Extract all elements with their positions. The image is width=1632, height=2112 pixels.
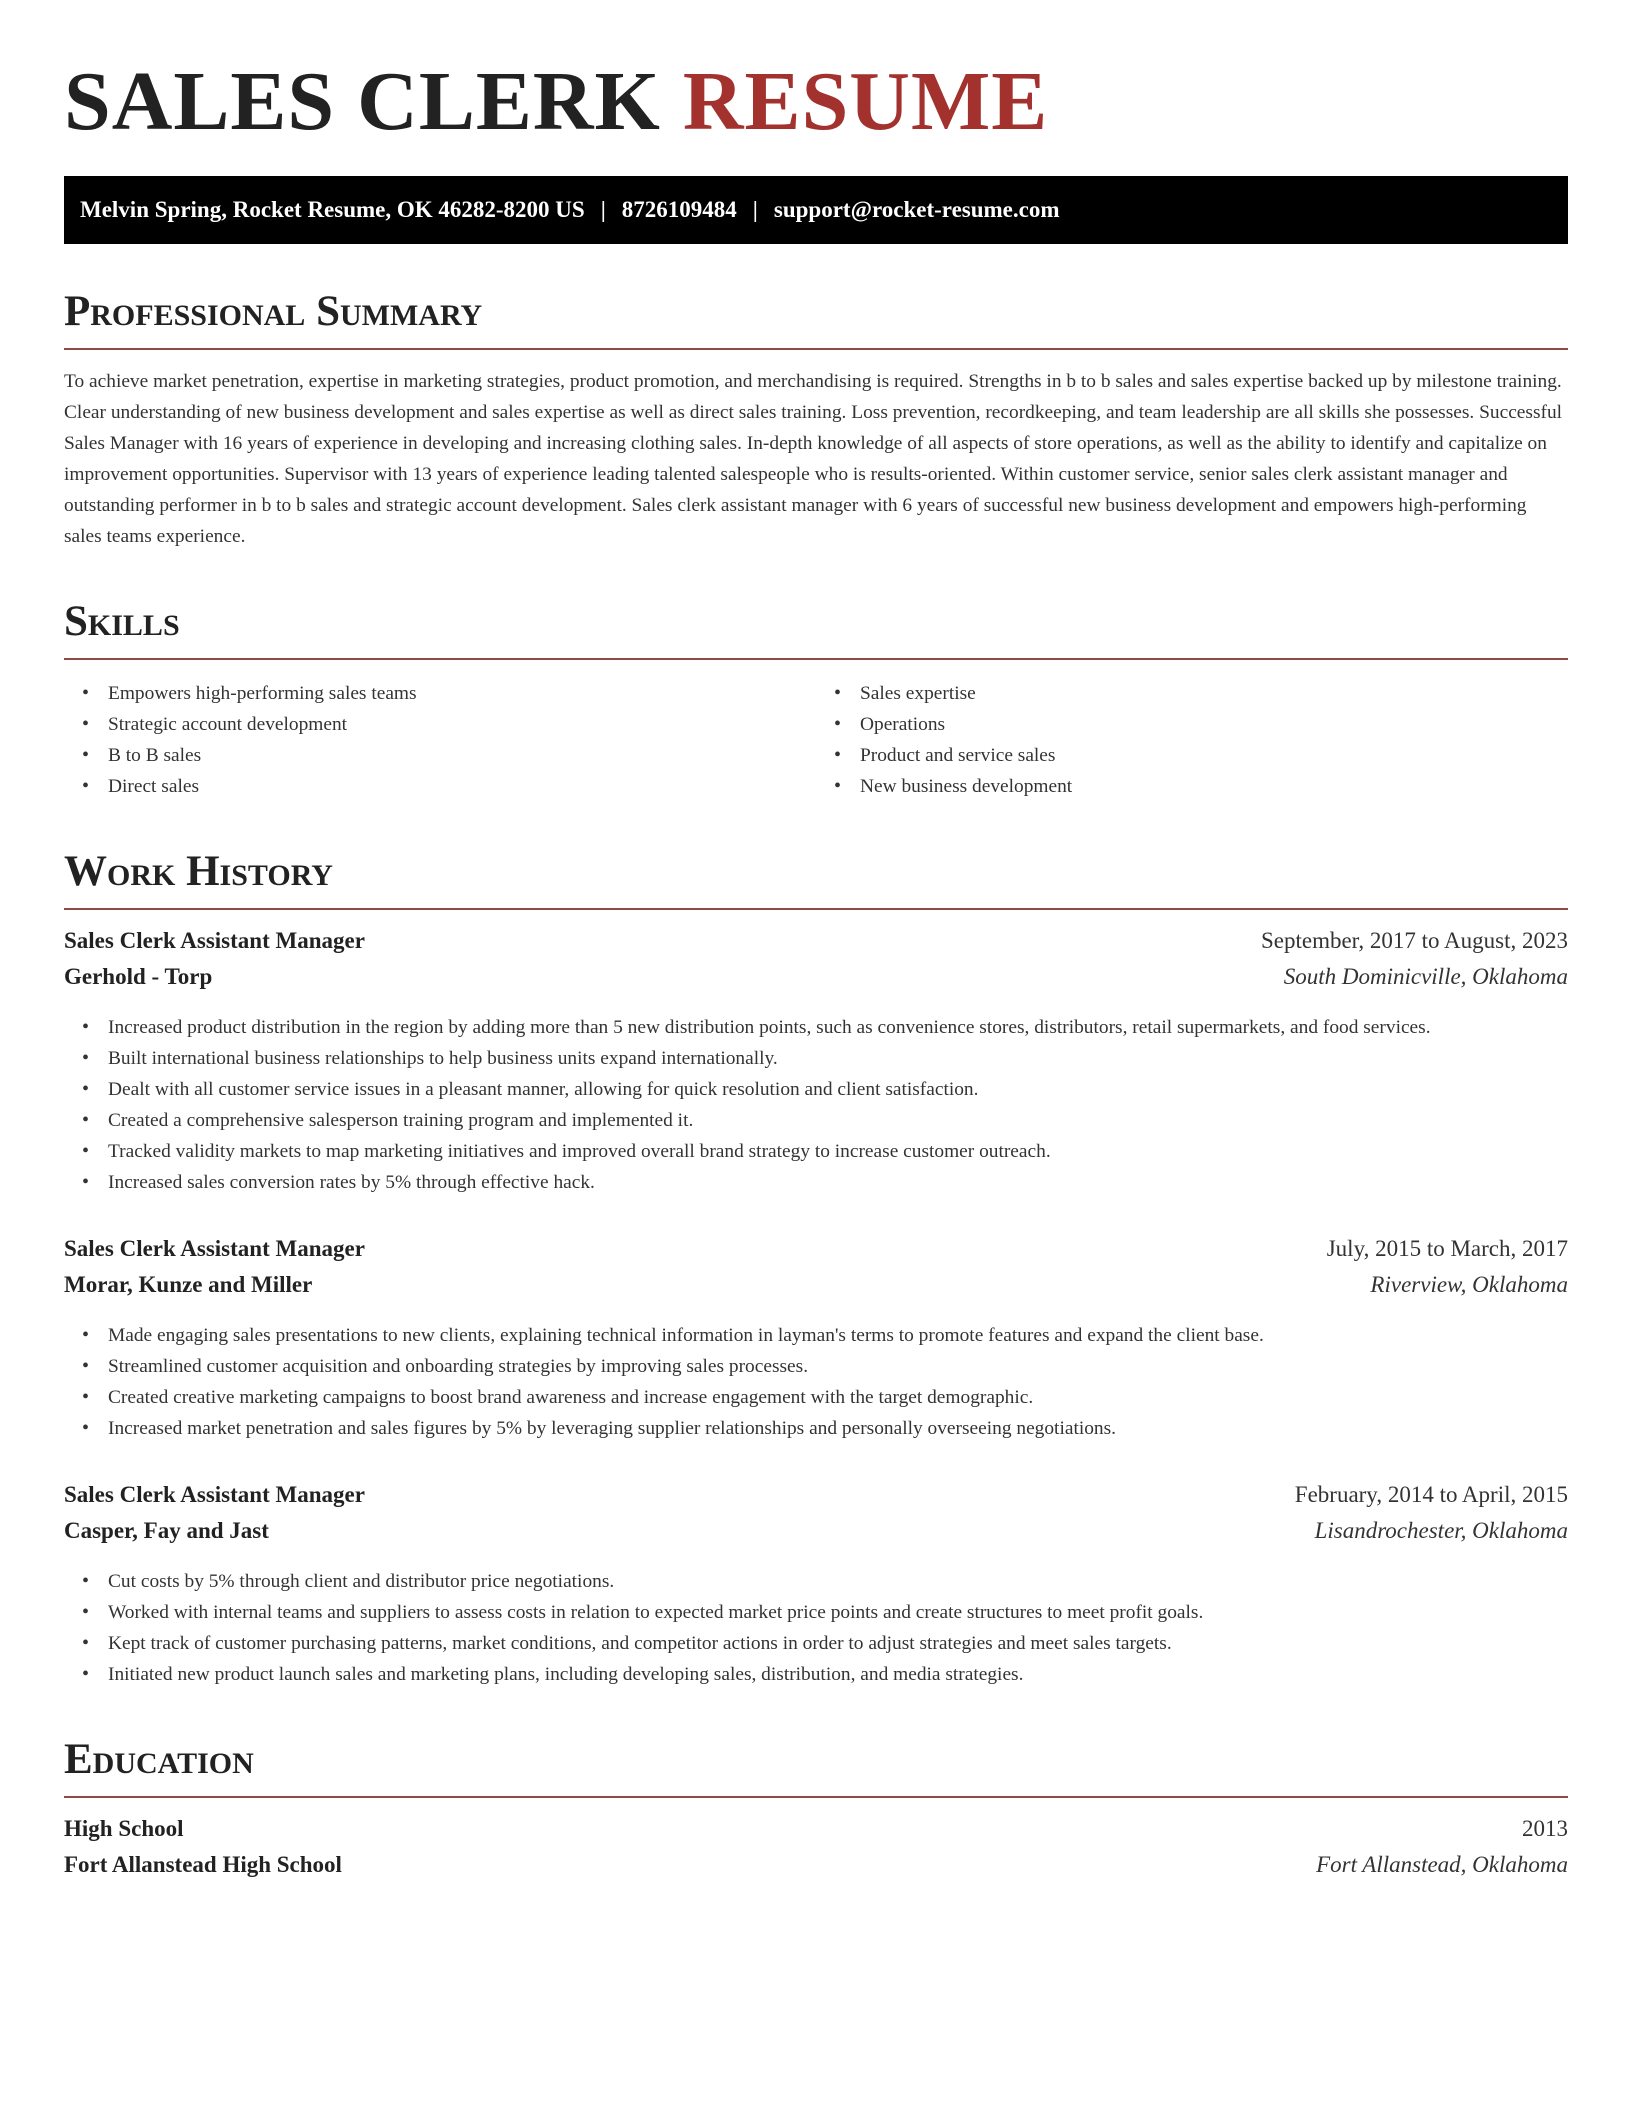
contact-email: support@rocket-resume.com: [773, 197, 1060, 222]
job-bullet: • Increased sales conversion rates by 5% through effective hack.: [64, 1167, 1568, 1198]
job-location: Lisandrochester, Oklahoma: [1314, 1518, 1568, 1543]
skill-item: • B to B sales: [64, 740, 816, 771]
job-title: Sales Clerk Assistant Manager: [64, 1236, 365, 1261]
education-year: 2013: [1522, 1816, 1568, 1841]
job-entry: [64, 1236, 1568, 1444]
job-company: Gerhold - Torp: [64, 964, 213, 989]
title-main: SALES CLERK: [64, 55, 661, 148]
skill-item: • Empowers high-performing sales teams: [64, 678, 816, 709]
job-company: Casper, Fay and Jast: [64, 1518, 269, 1543]
education-school-row: [64, 1852, 1568, 1888]
job-title: Sales Clerk Assistant Manager: [64, 1482, 365, 1507]
title-accent: RESUME: [682, 55, 1049, 148]
job-bullet: • Created creative marketing campaigns to boost brand awareness and increase engagement with the target demographic.: [64, 1382, 1568, 1413]
job-bullet: • Streamlined customer acquisition and onboarding strategies by improving sales processes.: [64, 1351, 1568, 1382]
job-bullet: • Tracked validity markets to map marketing initiatives and improved overall brand strategy to increase customer outreach.: [64, 1136, 1568, 1167]
job-company-row: [64, 964, 1568, 1000]
education-degree: High School: [64, 1816, 184, 1841]
job-company: Morar, Kunze and Miller: [64, 1272, 313, 1297]
job-bullets: [64, 1012, 1568, 1198]
job-bullet: • Increased product distribution in the region by adding more than 5 new distribution points, such as convenience stores, distributors, retail supermarkets, and food services.: [64, 1012, 1568, 1043]
summary-text: To achieve market penetration, expertise in marketing strategies, product promotion, and merchandising is required. Strengths in b to b sales and sales expertise backed up by milestone training. Clear understanding of new business development and sales expertise as well as direct sales training. Loss prevention, recordkeeping, and team leadership are all skills she possesses. Successful Sales Manager with 16 years of experience in developing and increasing clothing sales. In-depth knowledge of all aspects of store operations, as well as the ability to identify and capitalize on improvement opportunities. Supervisor with 13 years of experience leading talented salespeople who is results-oriented. Within customer service, senior sales clerk assistant manager and outstanding performer in b to b sales and strategic account development. Sales clerk assistant manager with 6 years of successful new business development and empowers high-performing sales teams experience.: [64, 371, 1563, 547]
job-entry: [64, 928, 1568, 1198]
job-location: Riverview, Oklahoma: [1370, 1272, 1568, 1297]
contact-address: Melvin Spring, Rocket Resume, OK 46282-8200 US: [80, 197, 585, 222]
job-bullet: • Built international business relationships to help business units expand internationally.: [64, 1043, 1568, 1074]
job-dates: February, 2014 to April, 2015: [1294, 1482, 1568, 1507]
skills-list: [64, 678, 1568, 802]
job-title: Sales Clerk Assistant Manager: [64, 928, 365, 953]
job-bullet: • Increased market penetration and sales figures by 5% by leveraging supplier relationships and personally overseeing negotiations.: [64, 1413, 1568, 1444]
skill-item: • Strategic account development: [64, 709, 816, 740]
job-bullet: • Cut costs by 5% through client and distributor price negotiations.: [64, 1566, 1568, 1597]
job-bullet: • Initiated new product launch sales and marketing plans, including developing sales, distribution, and media strategies.: [64, 1659, 1568, 1690]
job-bullets: [64, 1566, 1568, 1690]
job-entry: [64, 1482, 1568, 1690]
education-entry: [64, 1816, 1568, 1888]
skill-item: • Operations: [816, 709, 1568, 740]
education-location: Fort Allanstead, Oklahoma: [1316, 1852, 1568, 1877]
education-school: Fort Allanstead High School: [64, 1852, 342, 1877]
job-dates: September, 2017 to August, 2023: [1260, 928, 1568, 953]
skills-column-right: [816, 678, 1568, 802]
education-header-row: [64, 1816, 1568, 1852]
job-bullets: [64, 1320, 1568, 1444]
job-bullet: • Made engaging sales presentations to new clients, explaining technical information in layman's terms to promote features and expand the client base.: [64, 1320, 1568, 1351]
job-header-row: [64, 928, 1568, 964]
contact-bar: [64, 176, 1568, 244]
job-header-row: [64, 1482, 1568, 1518]
job-dates: July, 2015 to March, 2017: [1326, 1236, 1568, 1261]
work-history-heading: Work History: [64, 848, 1568, 910]
resume-title: [64, 55, 1568, 160]
summary-heading: Professional Summary: [64, 288, 1568, 350]
job-company-row: [64, 1518, 1568, 1554]
contact-separator: |: [600, 197, 606, 222]
skill-item: • Direct sales: [64, 771, 816, 802]
contact-separator: |: [752, 197, 758, 222]
job-bullet: • Created a comprehensive salesperson training program and implemented it.: [64, 1105, 1568, 1136]
job-header-row: [64, 1236, 1568, 1272]
skill-item: • New business development: [816, 771, 1568, 802]
skills-heading: Skills: [64, 598, 1568, 660]
job-company-row: [64, 1272, 1568, 1308]
education-heading: Education: [64, 1736, 1568, 1798]
job-bullet: • Dealt with all customer service issues in a pleasant manner, allowing for quick resolution and client satisfaction.: [64, 1074, 1568, 1105]
skills-column-left: [64, 678, 816, 802]
skill-item: • Product and service sales: [816, 740, 1568, 771]
job-bullet: • Kept track of customer purchasing patterns, market conditions, and competitor actions in order to adjust strategies and meet sales targets.: [64, 1628, 1568, 1659]
skill-item: • Sales expertise: [816, 678, 1568, 709]
job-location: South Dominicville, Oklahoma: [1283, 964, 1568, 989]
contact-phone: 8726109484: [621, 197, 737, 222]
job-bullet: • Worked with internal teams and suppliers to assess costs in relation to expected market price points and create structures to meet profit goals.: [64, 1597, 1568, 1628]
